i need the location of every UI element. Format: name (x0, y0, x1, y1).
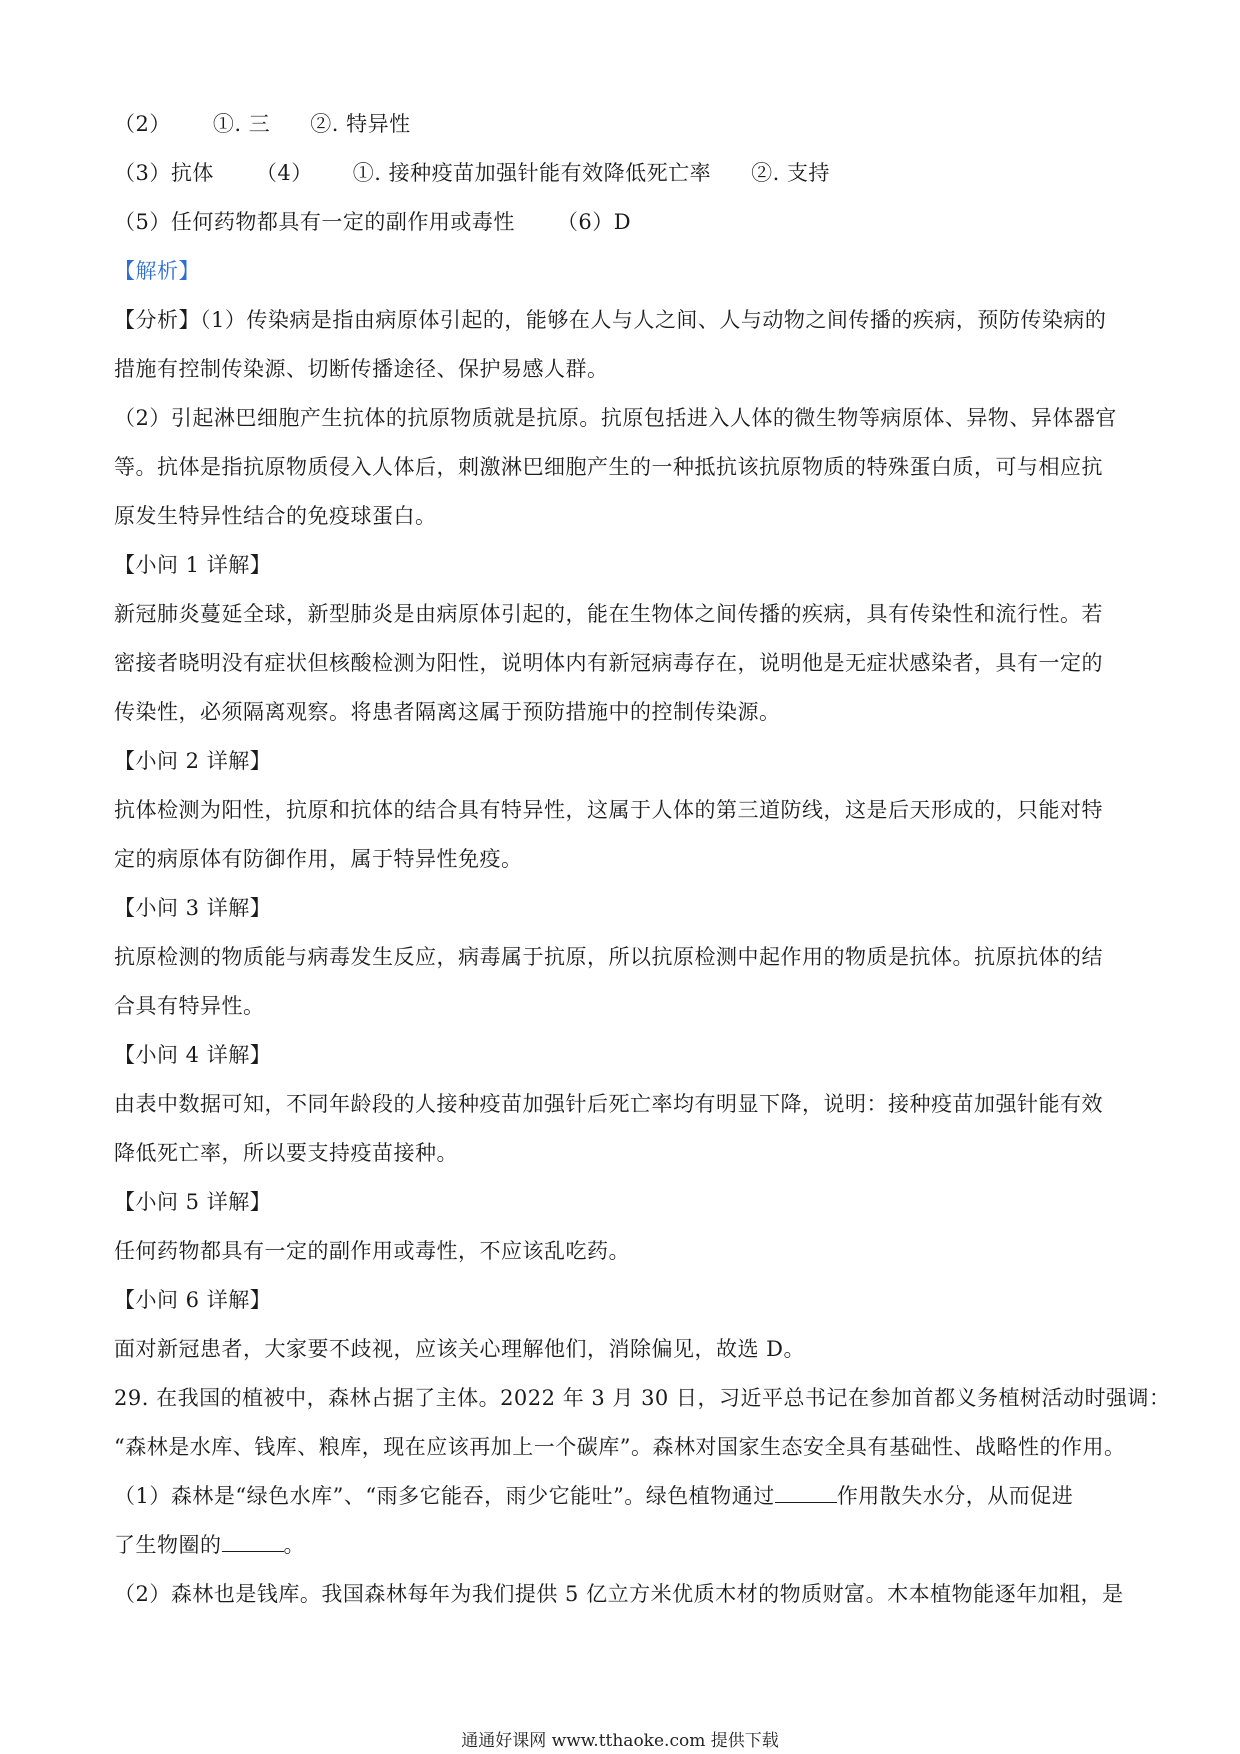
sub1-text-b: 作用散失水分，从而促进 (836, 1484, 1074, 1508)
analysis-p2-line-1: （2）引起淋巴细胞产生抗体的抗原物质就是抗原。抗原包括进入人体的微生物等病原体、异物、异体器官 (114, 406, 1117, 430)
section-1-line-2: 密接者晓明没有症状但核酸检测为阳性，说明体内有新冠病毒存在，说明他是无症状感染者，具有一定的 (114, 651, 1103, 675)
section-4-line-1: 由表中数据可知，不同年龄段的人接种疫苗加强针后死亡率均有明显下降，说明：接种疫苗加强针能有效 (114, 1092, 1103, 1116)
page-footer: 通通好课网 www.tthaoke.com 提供下载 (461, 1731, 779, 1751)
analysis-tag: 【解析】 (114, 259, 200, 283)
section-1-heading: 【小问 1 详解】 (114, 553, 272, 577)
answer-q4-number: （4） (255, 161, 313, 185)
section-4-heading: 【小问 4 详解】 (114, 1043, 272, 1067)
answer-line-2 (114, 100, 1134, 149)
answer-blank-1[interactable] (775, 1484, 837, 1503)
answer-q2-option-2: ②. 特异性 (310, 112, 411, 136)
sub1-text-d: 。 (283, 1533, 305, 1557)
sub1-text-c: 了生物圈的 (114, 1533, 222, 1557)
section-4-line-2: 降低死亡率，所以要支持疫苗接种。 (114, 1141, 458, 1165)
answer-blank-2[interactable] (222, 1533, 284, 1552)
analysis-p1-line-1: 【分析】（1）传染病是指由病原体引起的，能够在人与人之间、人与动物之间传播的疾病，预防传染病的 (114, 308, 1107, 332)
section-2-heading: 【小问 2 详解】 (114, 749, 272, 773)
question-29-line-2: “森林是水库、钱库、粮库，现在应该再加上一个碳库”。森林对国家生态安全具有基础性、战略性的作用。 (114, 1435, 1126, 1459)
sub1-text-a: （1）森林是“绿色水库”、“雨多它能吞，雨少它能吐”。绿色植物通过 (114, 1484, 775, 1508)
analysis-p2-line-3: 原发生特异性结合的免疫球蛋白。 (114, 504, 437, 528)
answer-q4-option-2: ②. 支持 (751, 161, 830, 185)
section-6-heading: 【小问 6 详解】 (114, 1288, 272, 1312)
section-2-line-1: 抗体检测为阳性，抗原和抗体的结合具有特异性，这属于人体的第三道防线，这是后天形成的，只能对特 (114, 798, 1103, 822)
answer-q2-option-1: ①. 三 (212, 112, 271, 136)
section-3-line-1: 抗原检测的物质能与病毒发生反应，病毒属于抗原，所以抗原检测中起作用的物质是抗体。抗原抗体的结 (114, 945, 1103, 969)
section-3-heading: 【小问 3 详解】 (114, 896, 272, 920)
question-29-sub1-line-1 (114, 1472, 1134, 1521)
answer-q6: （6）D (556, 210, 632, 234)
answer-q2-number: （2） (114, 112, 171, 136)
answer-q4-option-1: ①. 接种疫苗加强针能有效降低死亡率 (352, 161, 712, 185)
question-29-sub1-line-2 (114, 1521, 1134, 1570)
section-5-heading: 【小问 5 详解】 (114, 1190, 272, 1214)
document-page (114, 100, 1171, 1619)
section-6-line-1: 面对新冠患者，大家要不歧视，应该关心理解他们，消除偏见，故选 D。 (114, 1337, 806, 1361)
section-1-line-1: 新冠肺炎蔓延全球，新型肺炎是由病原体引起的，能在生物体之间传播的疾病，具有传染性和流行性。若 (114, 602, 1103, 626)
analysis-p2-line-2: 等。抗体是指抗原物质侵入人体后，刺激淋巴细胞产生的一种抵抗该抗原物质的特殊蛋白质，可与相应抗 (114, 455, 1103, 479)
answer-q5: （5）任何药物都具有一定的副作用或毒性 (114, 210, 515, 234)
answer-q3: （3）抗体 (114, 161, 214, 185)
question-29-sub2-line-1: （2）森林也是钱库。我国森林每年为我们提供 5 亿立方米优质木材的物质财富。木本植物能逐年加粗，是 (114, 1582, 1124, 1606)
section-3-line-2: 合具有特异性。 (114, 994, 265, 1018)
section-5-line-1: 任何药物都具有一定的副作用或毒性，不应该乱吃药。 (114, 1239, 630, 1263)
section-1-line-3: 传染性，必须隔离观察。将患者隔离这属于预防措施中的控制传染源。 (114, 700, 781, 724)
answer-line-3-4 (114, 149, 1134, 198)
analysis-p1-line-2: 措施有控制传染源、切断传播途径、保护易感人群。 (114, 357, 609, 381)
question-29-line-1: 29. 在我国的植被中，森林占据了主体。2022 年 3 月 30 日，习近平总书记在参加首都义务植树活动时强调： (114, 1386, 1171, 1410)
answer-line-5-6 (114, 198, 1134, 247)
section-2-line-2: 定的病原体有防御作用，属于特异性免疫。 (114, 847, 523, 871)
